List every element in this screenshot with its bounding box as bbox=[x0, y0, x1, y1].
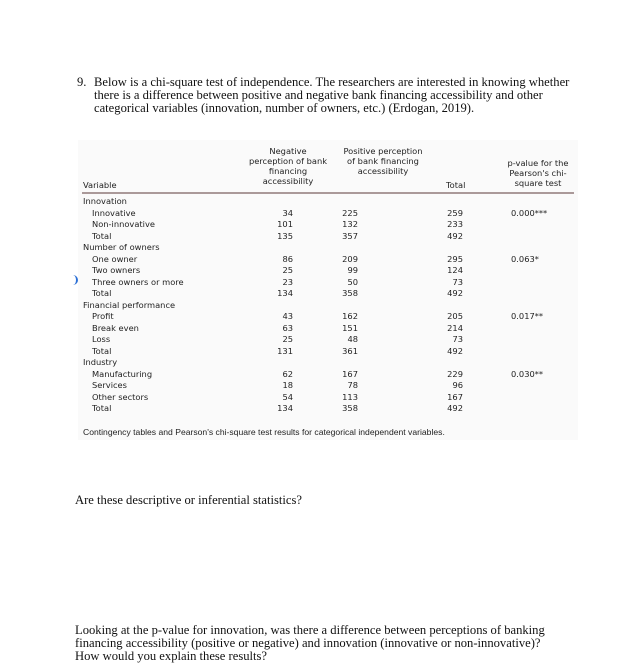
negative-count: 101 bbox=[277, 219, 293, 229]
negative-count: 34 bbox=[282, 207, 293, 218]
header-pvalue: p-value for the Pearson's chi-square test bbox=[507, 158, 569, 188]
row-label: Services bbox=[92, 380, 127, 390]
row-label: Profit bbox=[92, 311, 114, 321]
row-label: Two owners bbox=[92, 265, 141, 275]
row-label: Non-innovative bbox=[92, 219, 156, 229]
positive-count: 78 bbox=[347, 380, 358, 390]
total-count: 233 bbox=[447, 219, 463, 229]
row-label: Innovative bbox=[92, 207, 136, 218]
table-row bbox=[78, 369, 578, 381]
total-count: 96 bbox=[452, 380, 463, 390]
negative-count: 131 bbox=[277, 345, 293, 356]
header-variable: Variable bbox=[83, 180, 117, 190]
header-rule bbox=[82, 192, 574, 194]
table-group-row bbox=[78, 196, 578, 208]
total-count: 295 bbox=[447, 253, 463, 264]
table-row bbox=[78, 346, 578, 358]
table-row bbox=[78, 288, 578, 300]
table-row bbox=[78, 403, 578, 415]
row-label: Total bbox=[92, 230, 112, 241]
positive-count: 50 bbox=[347, 276, 358, 287]
row-label: Total bbox=[92, 345, 112, 356]
row-label: Total bbox=[92, 403, 112, 413]
row-label: Manufacturing bbox=[92, 368, 153, 379]
total-count: 492 bbox=[447, 403, 463, 413]
table-row bbox=[78, 311, 578, 323]
positive-count: 357 bbox=[342, 230, 358, 241]
table-caption: Contingency tables and Pearson's chi-square test results for categorical independent variables. bbox=[83, 427, 445, 437]
total-count: 492 bbox=[447, 288, 463, 298]
table-row bbox=[78, 208, 578, 220]
table-row bbox=[78, 219, 578, 231]
negative-count: 54 bbox=[282, 391, 293, 402]
row-label: Financial performance bbox=[83, 299, 176, 310]
positive-count: 167 bbox=[342, 368, 358, 379]
row-label: One owner bbox=[92, 253, 138, 264]
question-descriptive: Are these descriptive or inferential statistics? bbox=[75, 493, 302, 507]
negative-count: 134 bbox=[277, 403, 293, 413]
negative-count: 23 bbox=[282, 276, 293, 287]
p-value: 0.063* bbox=[511, 253, 539, 264]
negative-count: 86 bbox=[282, 253, 293, 264]
positive-count: 113 bbox=[342, 391, 358, 402]
positive-count: 209 bbox=[342, 253, 358, 264]
total-count: 73 bbox=[452, 334, 463, 344]
table-row bbox=[78, 334, 578, 346]
contingency-table bbox=[78, 140, 578, 440]
table-row bbox=[78, 277, 578, 289]
row-label: Industry bbox=[83, 357, 118, 367]
total-count: 214 bbox=[447, 322, 463, 333]
p-value: 0.000*** bbox=[511, 207, 548, 218]
total-count: 73 bbox=[452, 276, 463, 287]
table-row bbox=[78, 380, 578, 392]
negative-count: 25 bbox=[282, 334, 293, 344]
question-9-text: Below is a chi-square test of independence. The researchers are interested in knowing whether there is a difference between positive and negative bank financing accessibility and other categorical variables (innovation, number of owners, etc.) (Erdogan, 2019). bbox=[94, 75, 570, 115]
table-row bbox=[78, 254, 578, 266]
positive-count: 151 bbox=[342, 322, 358, 333]
question-number: 9. bbox=[77, 75, 87, 89]
total-count: 124 bbox=[447, 265, 463, 275]
negative-count: 43 bbox=[282, 311, 293, 321]
negative-count: 25 bbox=[282, 265, 293, 275]
row-label: Three owners or more bbox=[92, 276, 184, 287]
table-row bbox=[78, 392, 578, 404]
row-label: Total bbox=[92, 288, 112, 298]
positive-count: 225 bbox=[342, 207, 358, 218]
p-value: 0.030** bbox=[511, 368, 544, 379]
total-count: 229 bbox=[447, 368, 463, 379]
header-positive: Positive perception of bank financing accessibility bbox=[343, 146, 423, 176]
row-label: Break even bbox=[92, 322, 139, 333]
positive-count: 358 bbox=[342, 403, 358, 413]
table-group-row bbox=[78, 242, 578, 254]
table-row bbox=[78, 231, 578, 243]
total-count: 492 bbox=[447, 230, 463, 241]
negative-count: 62 bbox=[282, 368, 293, 379]
total-count: 205 bbox=[447, 311, 463, 321]
total-count: 167 bbox=[447, 391, 463, 402]
row-label: Other sectors bbox=[92, 391, 149, 402]
negative-count: 18 bbox=[282, 380, 293, 390]
positive-count: 358 bbox=[342, 288, 358, 298]
question-pvalue: Looking at the p-value for innovation, was there a difference between perceptions of banking financing accessibility (positive or negative) and innovation (innovative or non-innovative)? How would you explain these results? bbox=[75, 623, 545, 663]
row-label: Loss bbox=[92, 334, 111, 344]
total-count: 492 bbox=[447, 345, 463, 356]
positive-count: 48 bbox=[347, 334, 358, 344]
question-9 bbox=[77, 75, 574, 115]
header-negative: Negative perception of bank financing accessibility bbox=[248, 146, 328, 186]
row-label: Number of owners bbox=[83, 242, 160, 252]
positive-count: 361 bbox=[342, 345, 358, 356]
negative-count: 63 bbox=[282, 322, 293, 333]
negative-count: 135 bbox=[277, 230, 293, 241]
header-total: Total bbox=[446, 180, 466, 190]
positive-count: 132 bbox=[342, 219, 358, 229]
table-row bbox=[78, 323, 578, 335]
negative-count: 134 bbox=[277, 288, 293, 298]
positive-count: 99 bbox=[347, 265, 358, 275]
table-row bbox=[78, 265, 578, 277]
positive-count: 162 bbox=[342, 311, 358, 321]
row-label: Innovation bbox=[83, 196, 127, 206]
table-group-row bbox=[78, 300, 578, 312]
table-group-row bbox=[78, 357, 578, 369]
total-count: 259 bbox=[447, 207, 463, 218]
p-value: 0.017** bbox=[511, 311, 544, 321]
